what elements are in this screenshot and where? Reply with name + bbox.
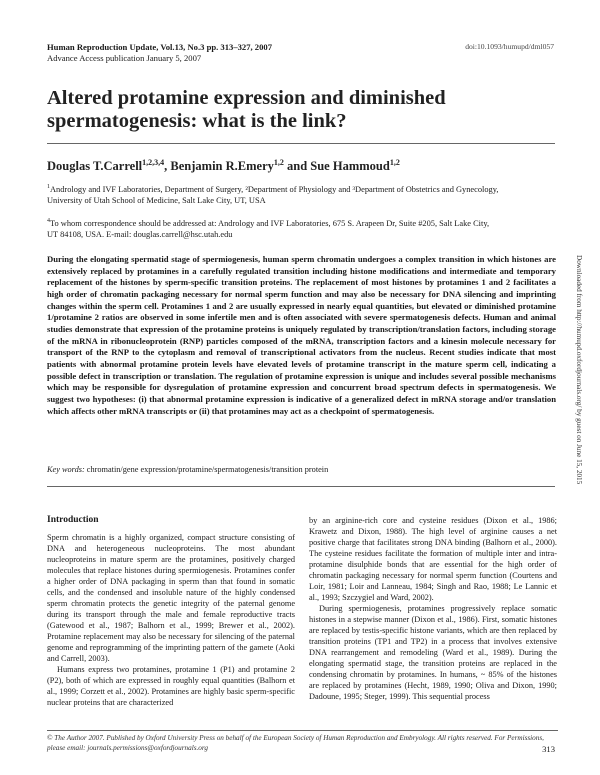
abstract: During the elongating spermatid stage of spermiogenesis, human sperm chromatin undergoes a complex transition in which histones are extensively replaced by protamines in a carefully regulated transition including histone modifications and intermediate and temporary replacement of the histones by sperm-specific transition proteins. The replacement of most histones by protamines 1 and 2 facilitates a high order of chromatin packaging necessary for normal sperm function and may also be necessary for DNA silencing and imprinting changes within the sperm cell. Protamines 1 and 2 are usually expressed in nearly equal quantities, but elevated or diminished protamine 1/protamine 2 ratios are observed in some infertile men and is often associated with severe spermatogenesis defects. Human and animal studies demonstrate that expression of the protamine proteins is uniquely regulated by transcription/translation factors, including storage of the mRNA in ribonucleoprotein (RNP) particles composed of the mRNA, transcription factors and a kinesin molecule necessary for transport of the RNP to the cytoplasm and removal of transcriptional activators from the nucleus. Recent studies indicate that most patients with abnormal protamine protein levels have elevated levels of protamine transcript in the mature sperm cell, indicating a possible defect in transcription or translation. The regulation of protamine expression is unique and includes several possible mechanisms which may be responsible for dysregulation of protamine expression and concurrent broad spectrum defects in spermatogenesis. We suggest two hypotheses: (i) that abnormal protamine expression is indicative of a generalized defect in mRNA storage and/or translation which affects other mRNA transcripts or (ii) that protamines may act as a checkpoint of spermatogenesis. <box>47 254 556 416</box>
correspondence-line-2: UT 84108, USA. E-mail: douglas.carrell@hsc.utah.edu <box>47 230 233 240</box>
running-header <box>47 42 272 64</box>
journal-citation: Human Reproduction Update, Vol.13, No.3 pp. 313–327, 2007 <box>47 42 272 52</box>
author-affil-sup: 1,2,3,4 <box>142 158 165 167</box>
correspondence-line-1: To whom correspondence should be addressed at: Andrology and IVF Laboratories, 675 S. Arapeen Dr, Suite #205, Salt Lake City, <box>50 218 490 228</box>
title-line-1: Altered protamine expression and diminished <box>47 87 446 109</box>
doi-link[interactable]: doi:10.1093/humupd/dml057 <box>465 42 554 51</box>
body-column-right <box>309 515 557 702</box>
body-paragraph: Humans express two protamines, protamine 1 (P1) and protamine 2 (P2), both of which are expressed in roughly equal quantities (Balhorn et al., 1999; Corzett et al., 2002). Protamines are highly basic sperm-specific nuclear proteins that are characterized <box>47 665 295 707</box>
correspondence-sup: 4 <box>47 218 50 224</box>
body-column-left <box>47 532 295 708</box>
affiliations <box>47 182 557 207</box>
keywords <box>47 464 556 475</box>
author-list <box>47 158 400 174</box>
abstract-divider <box>47 486 555 487</box>
author-affil-sup: 1,2 <box>273 158 284 167</box>
download-note[interactable]: Downloaded from http://humupd.oxfordjournals.org/ by guest on June 15, 2015 <box>575 255 583 485</box>
author-name: Sue Hammoud <box>310 159 390 174</box>
section-heading-introduction: Introduction <box>47 515 99 525</box>
article-title <box>47 87 547 133</box>
copyright-notice: © The Author 2007. Published by Oxford University Press on behalf of the European Society of Human Reproduction and Embryology. All rights reserved. For Permissions, please email: journals.permissions@oxfordjournals.org <box>47 734 544 752</box>
title-line-2: spermatogenesis: what is the link? <box>47 110 347 132</box>
keywords-label: Key words: <box>47 465 85 474</box>
footer-divider <box>47 730 558 731</box>
title-divider <box>47 143 555 144</box>
affiliation-line-1: Andrology and IVF Laboratories, Department of Surgery, ²Department of Physiology and ³Department of Obstetrics and Gynecology, <box>50 184 499 194</box>
author-name: Douglas T.Carrell <box>47 159 143 174</box>
affiliation-line-2: University of Utah School of Medicine, Salt Lake City, UT, USA <box>47 196 266 206</box>
download-watermark <box>572 255 584 515</box>
author-separator: and <box>283 159 311 174</box>
body-paragraph: During spermiogenesis, protamines progressively replace somatic histones in a stepwise manner (Dixon et al., 1986). First, somatic histones are replaced by testis-specific histone variants, which are then replaced by transition proteins (TP1 and TP2) in a process that involves extensive DNA rearrangement and remodeling (Ward et al., 1989). During the elongating spermatid stage, the transition proteins are replaced in the condensing chromatin by protamines. In humans, ~ 85% of the histones are replaced by protamines (Hecht, 1989, 1990; Oliva and Dixon, 1990; Dadoune, 1995; Steger, 1999). This sequential process <box>309 604 557 701</box>
page-number: 313 <box>542 744 555 754</box>
affiliation-sup: 1 <box>47 184 50 190</box>
body-paragraph: Sperm chromatin is a highly organized, compact structure consisting of DNA and heterogeneous nucleoproteins. The most abundant nucleoproteins in mature sperm are the protamines, positively charged molecules that replace histones during spermiogenesis. Protamines confer a higher order of DNA packaging in sperm than that found in somatic cells, and the condensed and insoluble nature of the highly condensed sperm chromatin protects the genetic integrity of the paternal genome during its transport through the male and female reproductive tracts (Gatewood et al., 1987; Balhorn et al., 1999; Brewer et al., 2002). Protamine replacement may also be necessary for silencing of the paternal genome and reprogramming of the imprinting pattern of the gamete (Aoki and Carrell, 2003). <box>47 533 295 663</box>
author-affil-sup: 1,2 <box>389 158 400 167</box>
keywords-list: chromatin/gene expression/protamine/spermatogenesis/transition protein <box>84 465 329 474</box>
advance-access-note: Advance Access publication January 5, 2007 <box>47 53 202 63</box>
body-paragraph: by an arginine-rich core and cysteine residues (Dixon et al., 1986; Krawetz and Dixon, 1988). The high level of arginine causes a net positive charge that facilitates strong DNA binding (Balhorn et al., 2000). The cysteine residues facilitate the formation of multiple inter and intra-protamine disulphide bonds that are essential for the high order of chromatin packaging necessary for normal sperm function (Courtens and Loir, 1981; Loir and Lanneau, 1984; Singh and Rao, 1988; Le Lannic et al., 1993; Szczygiel and Ward, 2002). <box>309 516 557 602</box>
correspondence <box>47 216 557 241</box>
author-separator: , <box>164 159 171 174</box>
author-name: Benjamin R.Emery <box>170 159 274 174</box>
